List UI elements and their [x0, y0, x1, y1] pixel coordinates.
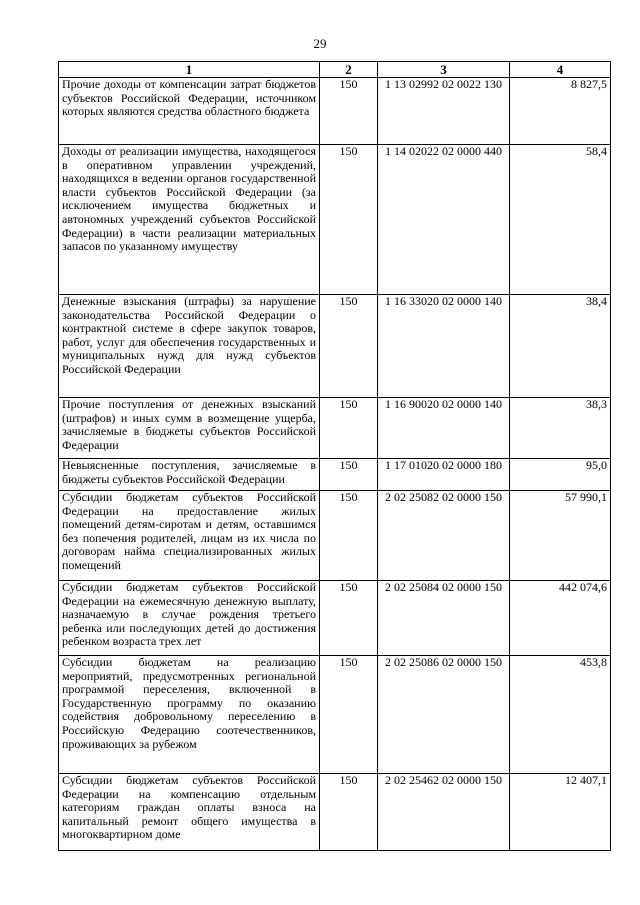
row-amount: 12 407,1: [510, 774, 611, 851]
page-number: 29: [313, 36, 327, 51]
row-amount: 95,0: [510, 459, 611, 491]
table-row: [59, 145, 611, 295]
row-description: Субсидии бюджетам субъектов Российской Федерации на ежемесячную денежную выплату, назначаемую в случае рождения третьего ребенка или последующих детей до достижения ребенком возраста трех лет: [59, 581, 320, 656]
row-category: 150: [320, 78, 378, 145]
row-description: Доходы от реализации имущества, находящегося в оперативном управлении учреждений, находящихся в ведении органов государственной власти субъектов Российской Федерации (за исключением имущества бюджетных и автономных учреждений субъектов Российской Федерации) в части реализации материальных запасов по указанному имуществу: [59, 145, 320, 295]
row-category: 150: [320, 581, 378, 656]
row-amount: 453,8: [510, 656, 611, 774]
table-row: [59, 656, 611, 774]
table-header-row: [59, 62, 611, 78]
table-row: [59, 491, 611, 581]
table-row: [59, 459, 611, 491]
table-row: [59, 78, 611, 145]
row-description: Прочие доходы от компенсации затрат бюджетов субъектов Российской Федерации, источником которых являются средства областного бюджета: [59, 78, 320, 145]
row-code: 1 17 01020 02 0000 180: [378, 459, 510, 491]
row-description: Субсидии бюджетам субъектов Российской Федерации на компенсацию отдельным категориям граждан оплаты взноса на капитальный ремонт общего имущества в многоквартирном доме: [59, 774, 320, 851]
table-row: [59, 398, 611, 459]
row-code: 2 02 25082 02 0000 150: [378, 491, 510, 581]
row-amount: 58,4: [510, 145, 611, 295]
table-row: [59, 774, 611, 851]
row-code: 1 14 02022 02 0000 440: [378, 145, 510, 295]
row-description: Денежные взыскания (штрафы) за нарушение законодательства Российской Федерации о контрактной системе в сфере закупок товаров, работ, услуг для обеспечения государственных и муниципальных нужд для нужд субъектов Российской Федерации: [59, 295, 320, 398]
row-code: 1 16 90020 02 0000 140: [378, 398, 510, 459]
row-amount: 442 074,6: [510, 581, 611, 656]
row-code: 2 02 25086 02 0000 150: [378, 656, 510, 774]
revenue-table: [58, 61, 611, 851]
row-amount: 57 990,1: [510, 491, 611, 581]
row-category: 150: [320, 774, 378, 851]
row-amount: 8 827,5: [510, 78, 611, 145]
row-category: 150: [320, 295, 378, 398]
row-amount: 38,3: [510, 398, 611, 459]
column-header-4: 4: [510, 62, 611, 78]
row-code: 1 13 02992 02 0022 130: [378, 78, 510, 145]
row-category: 150: [320, 459, 378, 491]
row-category: 150: [320, 491, 378, 581]
row-description: Невыясненные поступления, зачисляемые в бюджеты субъектов Российской Федерации: [59, 459, 320, 491]
row-code: 2 02 25462 02 0000 150: [378, 774, 510, 851]
row-category: 150: [320, 398, 378, 459]
column-header-3: 3: [378, 62, 510, 78]
row-description: Субсидии бюджетам на реализацию мероприятий, предусмотренных региональной программой переселения, включенной в Государственную программу по оказанию содействия добровольному переселению в Российскую Федерацию соотечественников, проживающих за рубежом: [59, 656, 320, 774]
row-category: 150: [320, 145, 378, 295]
table-row: [59, 295, 611, 398]
table-row: [59, 581, 611, 656]
column-header-2: 2: [320, 62, 378, 78]
row-description: Субсидии бюджетам субъектов Российской Федерации на предоставление жилых помещений детям-сиротам и детям, оставшимся без попечения родителей, лицам из их числа по договорам найма специализированных жилых помещений: [59, 491, 320, 581]
row-code: 1 16 33020 02 0000 140: [378, 295, 510, 398]
column-header-1: 1: [59, 62, 320, 78]
row-category: 150: [320, 656, 378, 774]
row-amount: 38,4: [510, 295, 611, 398]
row-description: Прочие поступления от денежных взысканий (штрафов) и иных сумм в возмещение ущерба, зачисляемые в бюджеты субъектов Российской Федерации: [59, 398, 320, 459]
row-code: 2 02 25084 02 0000 150: [378, 581, 510, 656]
